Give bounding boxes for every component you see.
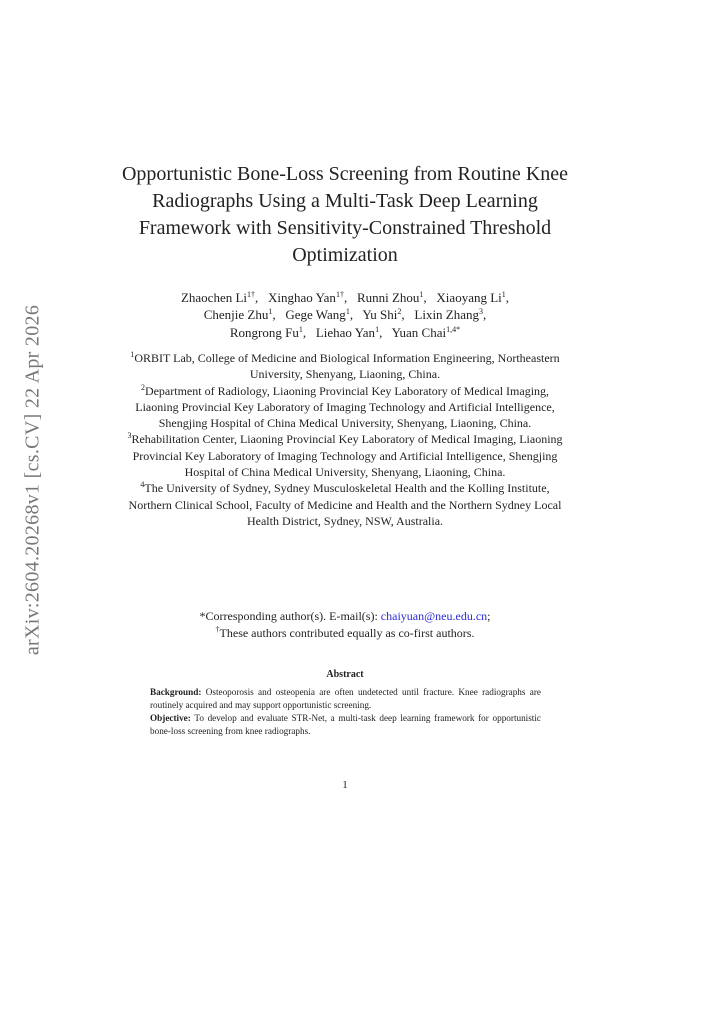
corresponding-author-line: *Corresponding author(s). E-mail(s): chaiyuan@neu.edu.cn; [199,609,491,623]
author: Rongrong Fu$^1$ [229,324,303,340]
author: Yu Shi$^2$ [362,307,402,323]
author: Xinghao Yan$^{1\dagger}$ [268,290,344,305]
affiliation-list [120,350,570,529]
author: Runni Zhou$^1$ [356,290,424,305]
abstract-section: Objective: To develop and evaluate STR-Net, a multi-task deep learning framework for opportunistic bone-loss screening from knee radiographs. [150,713,541,737]
page-number: 1 [342,779,348,791]
affiliation: $^2$Department of Radiology, Liaoning Provincial Key Laboratory of Medical Imaging, Liaoning Provincial Key Laboratory of Imaging Technology and Artificial Intelligence, Shengjing Hospital of China Medical University, Shenyang, Liaoning, China. [135,382,555,431]
author: Chenjie Zhu$^1$ [203,307,273,323]
co-first-author-note: †These authors contributed equally as co-first authors. [215,625,475,640]
arxiv-identifier: arXiv:2604.20268v1 [cs.CV] 22 Apr 2026 [21,304,44,656]
author: Liehao Yan$^1$ [315,324,380,340]
author-list: Zhaochen $Li^{1\dagger}$, Xinghao Yan$^{1\dagger}$, Runni Zhou$^1$, Xiaoyang Li$^1$, Chenjie Zhu$^1$, Gege Wang$^1$, Yu Shi$^2$, Lixin Zhang$^3$, Rongrong Fu$^1$, Liehao Yan$^1$, Yuan Chai$^{1,4*}$ [180,290,510,340]
email-link[interactable]: chaiyuan@neu.edu.cn [380,609,488,623]
abstract-heading: Abstract [326,669,364,680]
author: Yuan Chai$^{1,4*}$ [391,324,461,340]
author: Zhaochen $Li^{1\dagger}$ [180,290,256,305]
abstract-section: Background: Osteoporosis and osteopenia are often undetected until fracture. Knee radiographs are routinely acquired and may support opportunistic screening. [150,687,542,711]
author: Gege Wang$^1$ [285,307,350,323]
author: Lixin Zhang$^3$ [414,307,484,323]
abstract-body [150,686,541,738]
author: Xiaoyang Li$^1$ [436,290,506,305]
paper-title: Opportunistic Bone-Loss Screening from Routine Knee Radiographs Using a Multi-Task Deep Learning Framework with Sensitivity-Constrained Threshold Optimization [121,163,569,266]
affiliation: $^1$ORBIT Lab, College of Medicine and Biological Information Engineering, Northeastern University, Shenyang, Liaoning, China. [130,350,560,382]
affiliation: $^3$Rehabilitation Center, Liaoning Provincial Key Laboratory of Medical Imaging, Liaoning Provincial Key Laboratory of Imaging Technology and Artificial Intelligence, Shengjing Hospital of China Medical University, Shenyang, Liaoning, China. [127,431,563,480]
affiliation: $^4$The University of Sydney, Sydney Musculoskeletal Health and the Kolling Institute, Northern Clinical School, Faculty of Medicine and Health and the Northern Sydney Local Health District, Sydney, NSW, Australia. [128,480,562,528]
contact-info [120,608,570,642]
